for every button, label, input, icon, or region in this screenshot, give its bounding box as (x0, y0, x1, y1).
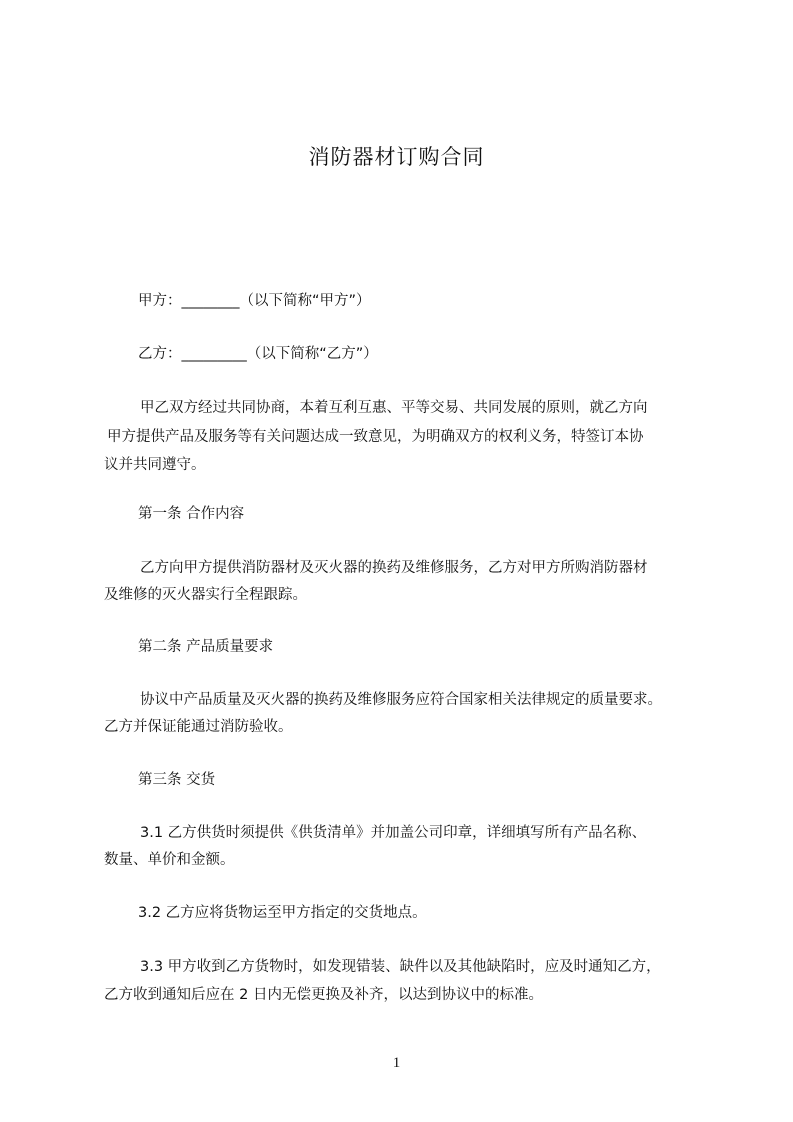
party-b-line: 乙方：_________（以下简称“乙方”） (138, 346, 378, 362)
party-a-line: 甲方：________（以下简称“甲方”） (138, 293, 371, 309)
article-1-line-2: 及维修的灭火器实行全程跟踪。 (104, 587, 307, 603)
clause-3-3-line-1: 3.3 甲方收到乙方货物时，如发现错装、缺件以及其他缺陷时，应及时通知乙方， (140, 959, 661, 975)
intro-line-2: 甲方提供产品及服务等有关问题达成一致意见，为明确双方的权利义务，特签订本协 (107, 429, 644, 445)
clause-3-3-line-2: 乙方收到通知后应在 2 日内无偿更换及补齐，以达到协议中的标准。 (104, 987, 543, 1003)
clause-3-1-line-2: 数量、单价和金额。 (104, 852, 235, 868)
document-title: 消防器材订购合同 (308, 145, 485, 169)
intro-line-3: 议并共同遵守。 (104, 457, 206, 473)
article-2-line-1: 协议中产品质量及灭火器的换药及维修服务应符合国家相关法律规定的质量要求。 (140, 692, 662, 708)
article-2-line-2: 乙方并保证能通过消防验收。 (104, 719, 293, 735)
article-3-heading: 第三条 交货 (138, 772, 216, 788)
intro-line-1: 甲乙双方经过共同协商，本着互利互惠、平等交易、共同发展的原则，就乙方向 (140, 400, 648, 416)
page-number: 1 (392, 1055, 401, 1071)
article-1-line-1: 乙方向甲方提供消防器材及灭火器的换药及维修服务，乙方对甲方所购消防器材 (140, 560, 648, 576)
clause-3-1-line-1: 3.1 乙方供货时须提供《供货清单》并加盖公司印章，详细填写所有产品名称、 (140, 825, 647, 841)
article-1-heading: 第一条 合作内容 (138, 506, 245, 522)
article-2-heading: 第二条 产品质量要求 (138, 639, 274, 655)
clause-3-2: 3.2 乙方应将货物运至甲方指定的交货地点。 (138, 905, 427, 921)
